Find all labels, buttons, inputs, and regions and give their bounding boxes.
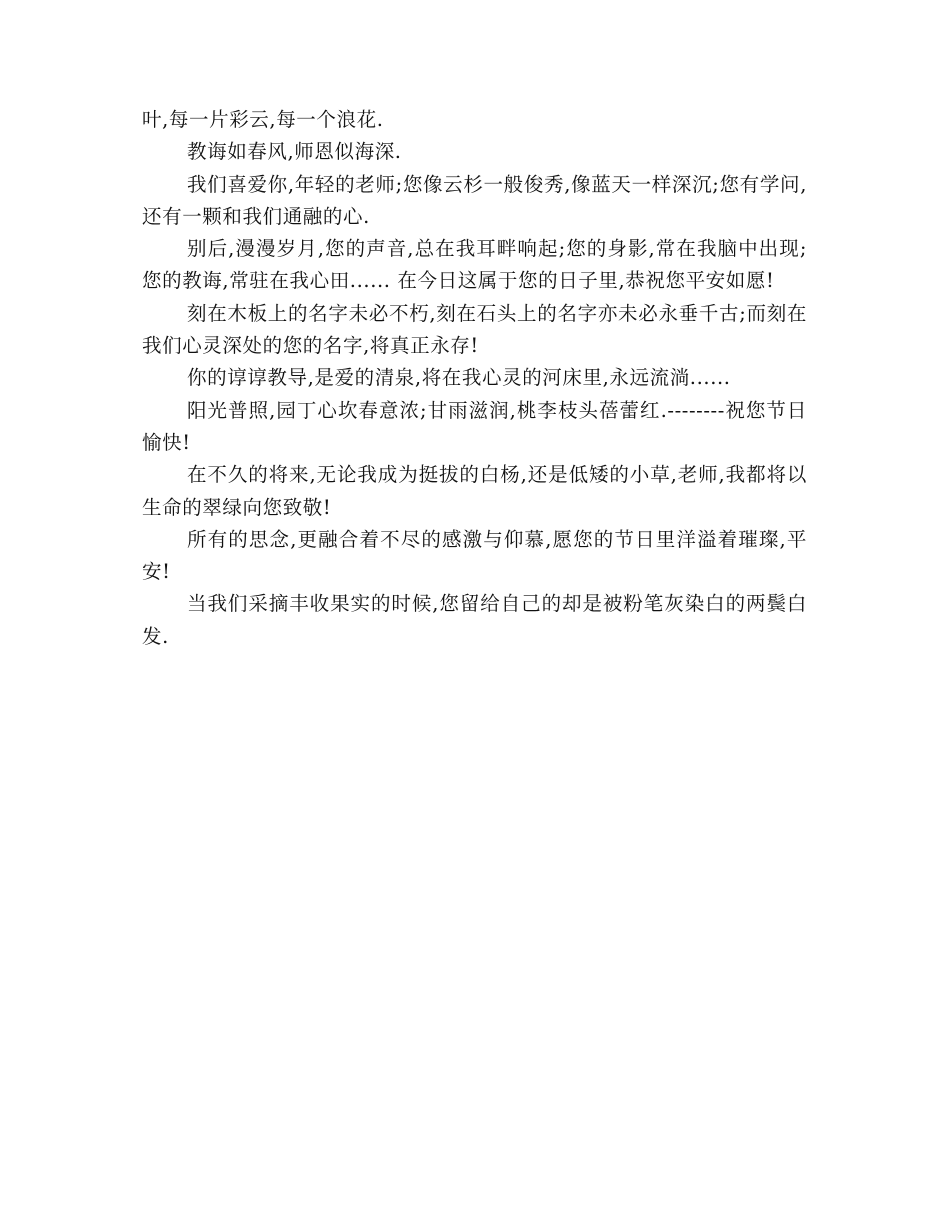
paragraph: 教诲如春风,师恩似海深. [187, 140, 402, 164]
paragraph: 所有的思念,更融合着不尽的感激与仰慕,愿您的节日里洋溢着璀璨,平安! [142, 527, 807, 584]
paragraph: 别后,漫漫岁月,您的声音,总在我耳畔响起;您的身影,常在我脑中出现;您的教诲,常驻在我心田...... 在今日这属于您的日子里,恭祝您平安如愿! [142, 237, 807, 293]
paragraph: 叶,每一片彩云,每一个浪花. [142, 108, 384, 131]
paragraph: 你的谆谆教导,是爱的清泉,将在我心灵的河床里,永远流淌...... [187, 366, 731, 390]
paragraph: 在不久的将来,无论我成为挺拔的白杨,还是低矮的小草,老师,我都将以生命的翠绿向您致敬! [142, 463, 807, 519]
paragraph: 我们喜爱你,年轻的老师;您像云杉一般俊秀,像蓝天一样深沉;您有学问,还有一颗和我们通融的心. [142, 172, 807, 228]
paragraph: 刻在木板上的名字未必不朽,刻在石头上的名字亦未必永垂千古;而刻在我们心灵深处的您的名字,将真正永存! [142, 301, 807, 358]
document-body [142, 104, 807, 653]
paragraph: 当我们采摘丰收果实的时候,您留给自己的却是被粉笔灰染白的两鬓白发. [142, 592, 807, 648]
paragraph: 阳光普照,园丁心坎春意浓;甘雨滋润,桃李枝头蓓蕾红.--------祝您节日愉快! [142, 398, 807, 454]
